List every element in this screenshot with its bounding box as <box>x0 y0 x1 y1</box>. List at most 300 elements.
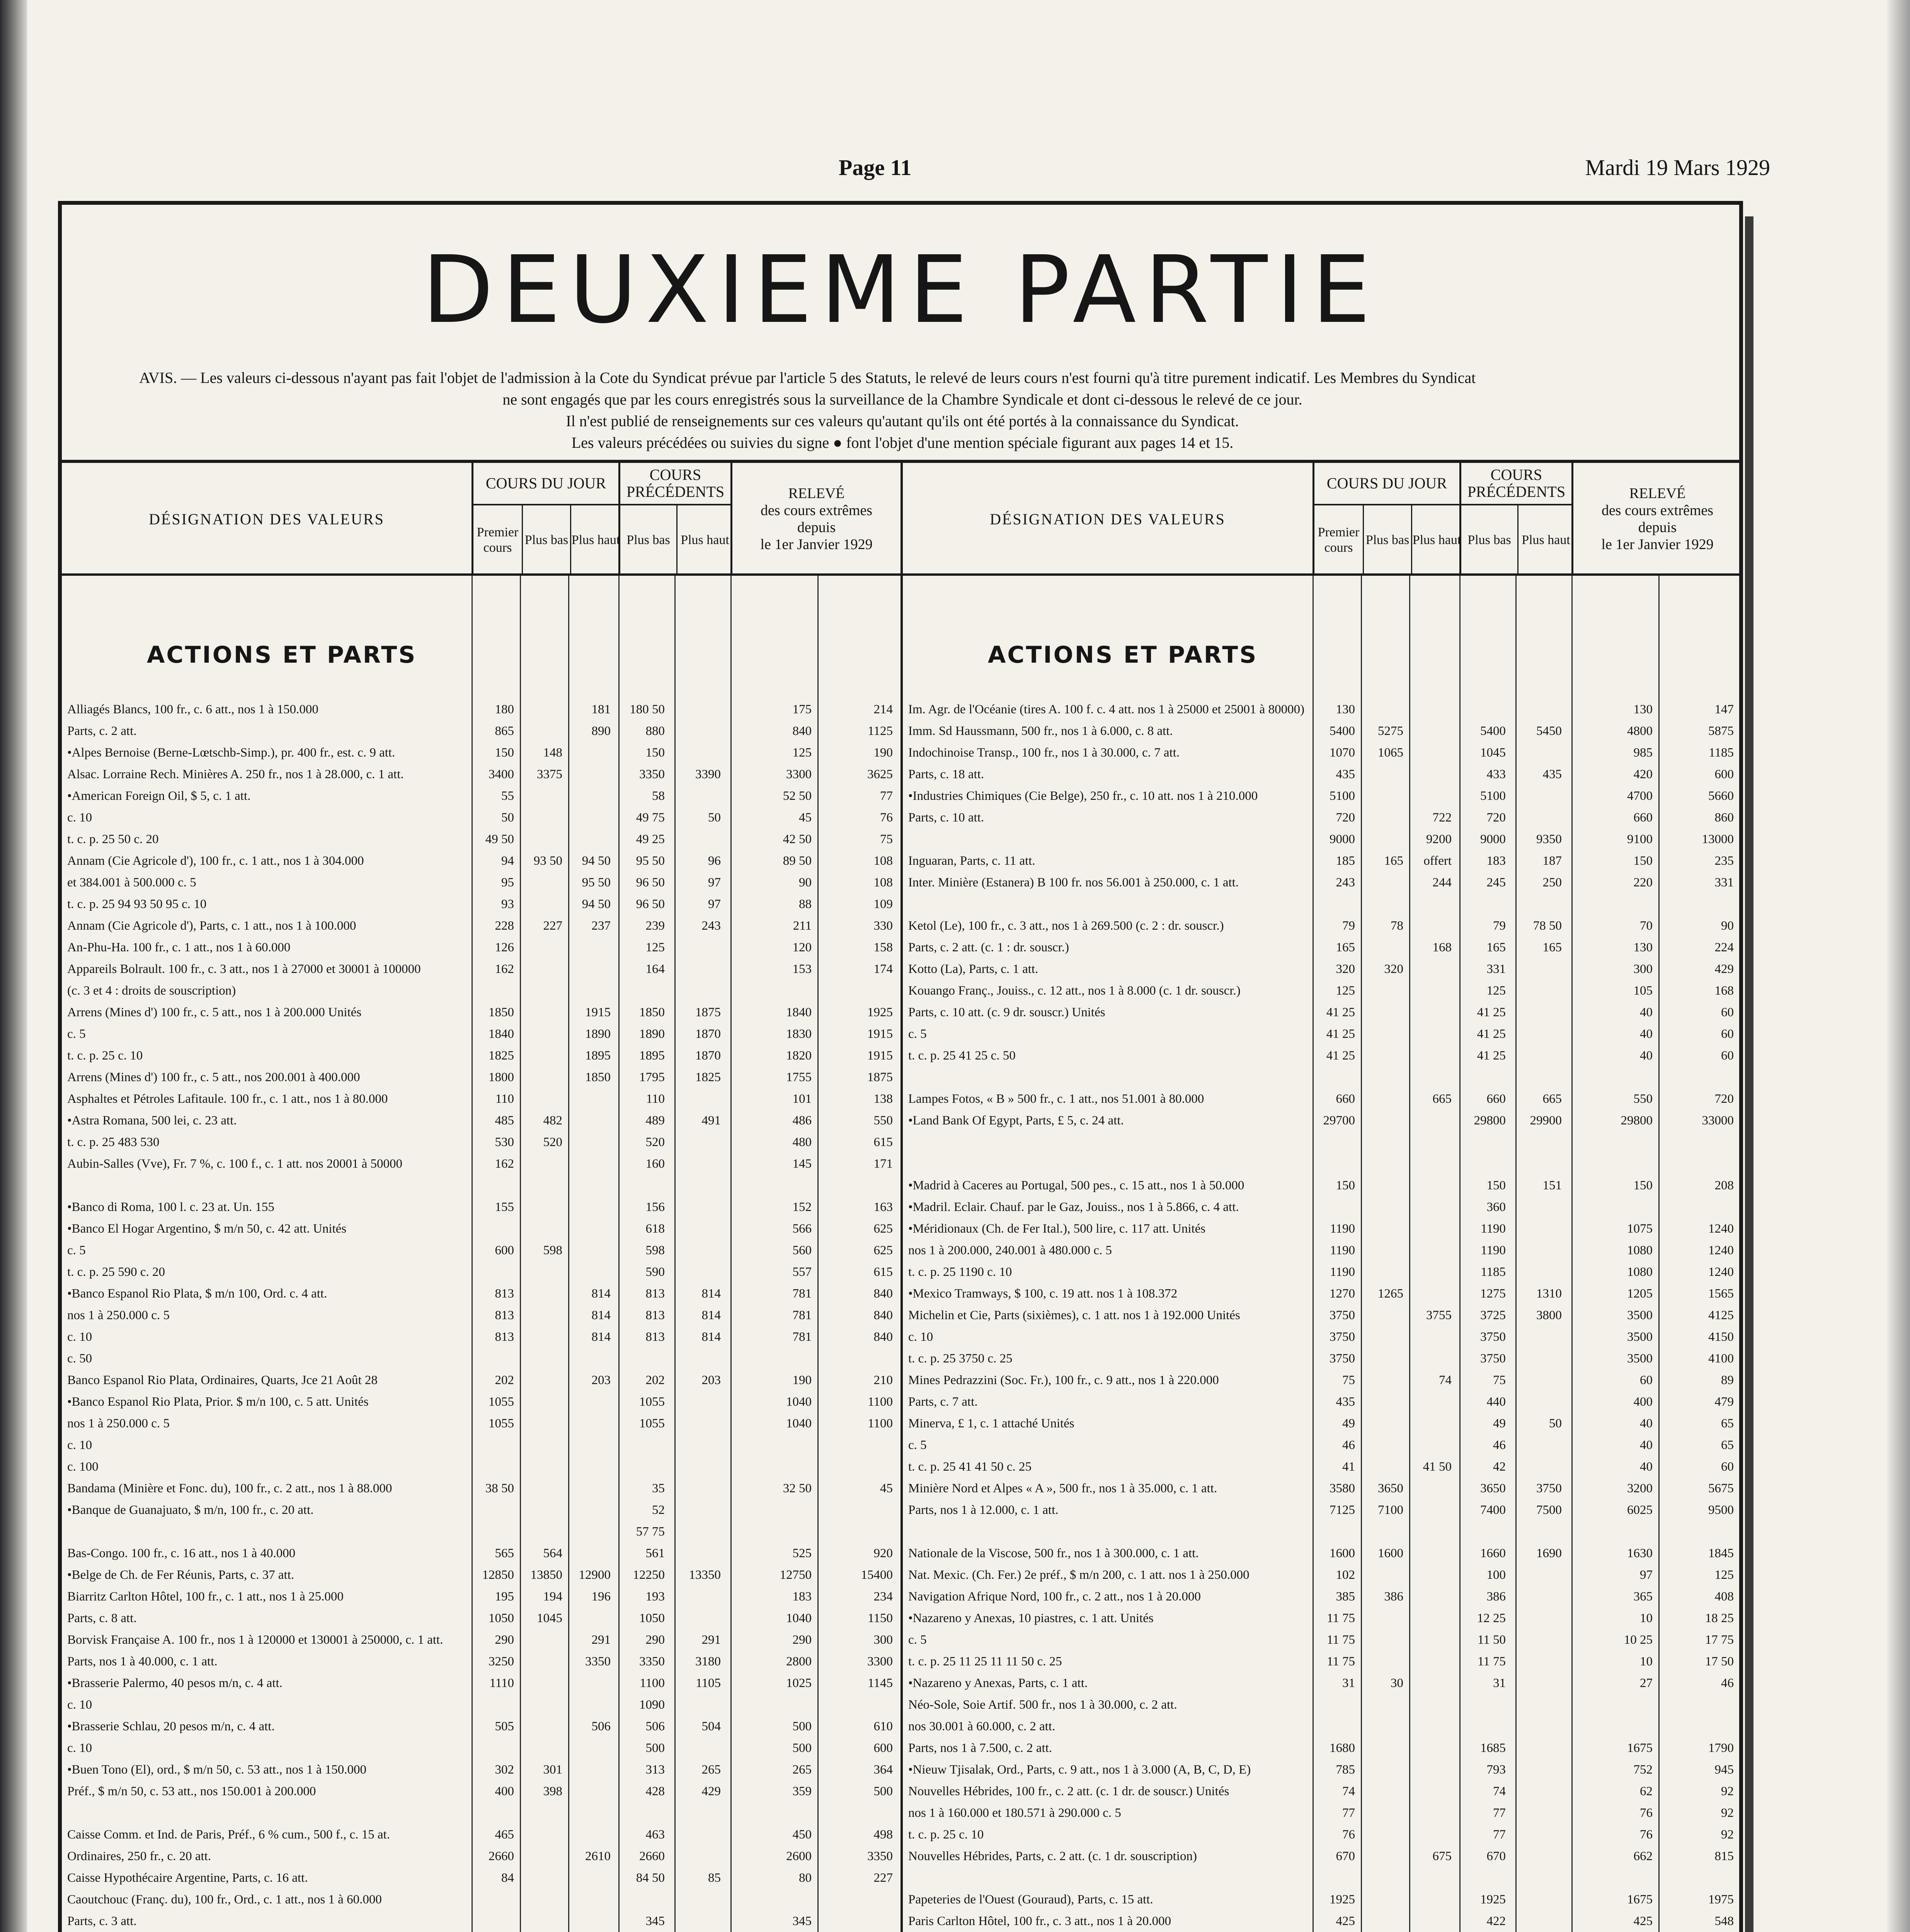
cell-prec-plus-haut: 97 <box>708 876 721 889</box>
cell-plus-haut: 95 50 <box>582 876 611 889</box>
security-name: nos 30.001 à 60.000, c. 2 att. <box>908 1719 1055 1733</box>
cell-premier-cours: 9000 <box>1330 832 1355 846</box>
cell-prec-plus-haut: 814 <box>701 1287 721 1301</box>
cell-releve-haut: 1845 <box>1708 1546 1734 1560</box>
cell-premier-cours: 435 <box>1336 1395 1355 1409</box>
cell-prec-plus-bas: 95 50 <box>636 854 665 868</box>
cell-prec-plus-haut: 250 <box>1542 876 1562 889</box>
cell-releve-bas: 1040 <box>786 1395 812 1409</box>
cell-releve-haut: 147 <box>1714 702 1734 716</box>
cell-prec-plus-haut: 814 <box>701 1330 721 1344</box>
cell-releve-haut: 3300 <box>867 1655 893 1668</box>
security-name: t. c. p. 25 1190 c. 10 <box>908 1265 1012 1279</box>
cell-prec-plus-haut: 29900 <box>1530 1114 1562 1128</box>
table-row <box>903 1587 1741 1608</box>
security-name: •Nieuw Tjisalak, Ord., Parts, c. 9 att., nos 1 à 3.000 (A, B, C, D, E) <box>908 1763 1251 1777</box>
cell-plus-bas: 598 <box>543 1243 562 1257</box>
table-row <box>903 1175 1741 1197</box>
table-row <box>62 1500 901 1522</box>
table-row <box>903 1435 1741 1457</box>
cell-prec-plus-bas: 3350 <box>639 1655 665 1668</box>
security-name: t. c. p. 25 c. 10 <box>67 1049 143 1063</box>
cell-releve-haut: 1150 <box>868 1611 893 1625</box>
cell-releve-bas: 10 25 <box>1624 1633 1653 1647</box>
table-row <box>62 1219 901 1240</box>
security-name: Paris Carlton Hôtel, 100 fr., c. 3 att., nos 1 à 20.000 <box>908 1914 1171 1928</box>
table-row <box>62 1760 901 1781</box>
cell-prec-plus-bas: 125 <box>645 940 665 954</box>
cell-prec-plus-bas: 440 <box>1486 1395 1506 1409</box>
cell-prec-plus-bas: 150 <box>1486 1179 1506 1192</box>
security-name: c. 5 <box>67 1027 86 1041</box>
notice-line-1: AVIS. — Les valeurs ci-dessous n'ayant pas fait l'objet de l'admission à la Cote du Syndicat prévue par l'article 5 des Statuts, le relevé de leurs cours n'est fourni qu'à titre purement indicatif. Les Membres du Syndicat <box>139 369 1476 386</box>
cell-releve-bas: 10 <box>1640 1655 1653 1668</box>
table-row <box>903 1695 1741 1716</box>
cell-premier-cours: 162 <box>495 1157 514 1171</box>
cell-prec-plus-bas: 96 50 <box>636 876 665 889</box>
security-name: Biarritz Carlton Hôtel, 100 fr., c. 1 att., nos 1 à 25.000 <box>67 1590 344 1604</box>
cell-releve-haut: 235 <box>1714 854 1734 868</box>
cell-releve-haut: 60 <box>1721 1005 1734 1019</box>
cell-premier-cours: 130 <box>1336 702 1355 716</box>
table-row <box>62 743 901 764</box>
cell-plus-bas: 482 <box>543 1114 562 1128</box>
cell-releve-haut: 17 75 <box>1705 1633 1734 1647</box>
cell-releve-haut: 920 <box>873 1546 893 1560</box>
cell-prec-plus-haut: 1105 <box>696 1676 721 1690</box>
table-row <box>903 721 1741 743</box>
cell-premier-cours: 125 <box>1336 984 1355 998</box>
cell-releve-bas: 450 <box>792 1828 812 1842</box>
cell-prec-plus-bas: 77 <box>1493 1806 1506 1820</box>
cell-releve-bas: 76 <box>1640 1806 1653 1820</box>
cell-plus-haut: 74 <box>1439 1373 1452 1387</box>
cell-prec-plus-haut: 1870 <box>695 1027 721 1041</box>
cell-releve-haut: 429 <box>1714 962 1734 976</box>
cell-prec-plus-bas: 813 <box>645 1308 665 1322</box>
table-row <box>903 1305 1741 1327</box>
cell-premier-cours: 3580 <box>1330 1481 1355 1495</box>
security-name: •Land Bank Of Egypt, Parts, £ 5, c. 24 att. <box>908 1114 1124 1128</box>
cell-premier-cours: 3750 <box>1330 1352 1355 1366</box>
cell-prec-plus-bas: 1100 <box>640 1676 665 1690</box>
cell-prec-plus-bas: 77 <box>1493 1828 1506 1842</box>
security-name: Parts, c. 7 att. <box>908 1395 978 1409</box>
table-row <box>62 1478 901 1500</box>
cell-releve-haut: 4125 <box>1708 1308 1734 1322</box>
cell-prec-plus-bas: 3650 <box>1480 1481 1506 1495</box>
table-row <box>62 916 901 937</box>
security-name: Caisse Comm. et Ind. de Paris, Préf., 6 % cum., 500 f., c. 15 at. <box>67 1828 390 1842</box>
security-name: •Madril. Eclair. Chauf. par le Gaz, Jouiss., nos 1 à 5.866, c. 4 att. <box>908 1200 1239 1214</box>
cell-releve-haut: 171 <box>873 1157 893 1171</box>
cell-prec-plus-haut: 50 <box>708 811 721 825</box>
cell-prec-plus-bas: 1895 <box>639 1049 665 1063</box>
cell-premier-cours: 7125 <box>1330 1503 1355 1517</box>
table-row <box>62 1349 901 1370</box>
table-row <box>62 1911 901 1932</box>
cell-releve-haut: 1925 <box>867 1005 893 1019</box>
table-row <box>903 1846 1741 1868</box>
table-row <box>903 1457 1741 1478</box>
cell-premier-cours: 385 <box>1336 1590 1355 1604</box>
table-row <box>903 1608 1741 1630</box>
cell-prec-plus-bas: 7400 <box>1480 1503 1506 1517</box>
cell-premier-cours: 12850 <box>482 1568 514 1582</box>
cell-prec-plus-bas: 1185 <box>1481 1265 1506 1279</box>
cell-prec-plus-haut: 9350 <box>1536 832 1562 846</box>
table-row <box>62 894 901 916</box>
cell-premier-cours: 41 25 <box>1326 1005 1355 1019</box>
cell-prec-plus-bas: 3750 <box>1480 1352 1506 1366</box>
cell-premier-cours: 320 <box>1336 962 1355 976</box>
cell-releve-haut: 1185 <box>1709 746 1734 760</box>
cell-releve-haut: 15400 <box>861 1568 893 1582</box>
cell-prec-plus-bas: 150 <box>645 746 665 760</box>
cell-releve-haut: 210 <box>873 1373 893 1387</box>
table-row <box>62 1089 901 1111</box>
table-row <box>903 808 1741 829</box>
security-name: Nat. Mexic. (Ch. Fer.) 2e préf., $ m/n 200, c. 1 att. nos 1 à 250.000 <box>908 1568 1250 1582</box>
cell-premier-cours: 660 <box>1336 1092 1355 1106</box>
cell-releve-bas: 175 <box>792 702 812 716</box>
security-name: Banco Espanol Rio Plata, Ordinaires, Quarts, Jce 21 Août 28 <box>67 1373 378 1387</box>
table-row <box>62 1046 901 1067</box>
cell-plus-bas: 1065 <box>1378 746 1403 760</box>
header-releve-l3: depuis <box>797 519 836 536</box>
header-releve-l4: le 1er Janvier 1929 <box>1601 536 1714 553</box>
cell-premier-cours: 1600 <box>1330 1546 1355 1560</box>
security-name: nos 1 à 200.000, 240.001 à 480.000 c. 5 <box>908 1243 1112 1257</box>
cell-prec-plus-haut: 3750 <box>1536 1481 1562 1495</box>
cell-releve-bas: 152 <box>792 1200 812 1214</box>
cell-releve-bas: 90 <box>799 876 812 889</box>
cell-plus-haut: 1890 <box>585 1027 611 1041</box>
security-name: Préf., $ m/n 50, c. 53 att., nos 150.001 à 200.000 <box>67 1784 316 1798</box>
table-row <box>903 1154 1741 1175</box>
cell-releve-bas: 29800 <box>1621 1114 1653 1128</box>
security-name: c. 5 <box>908 1633 927 1647</box>
security-name: c. 10 <box>67 1741 92 1755</box>
table-row <box>62 699 901 721</box>
table-row <box>903 872 1741 894</box>
cell-prec-plus-haut: 291 <box>701 1633 721 1647</box>
cell-releve-haut: 227 <box>873 1871 893 1885</box>
cell-plus-haut: 244 <box>1432 876 1452 889</box>
cell-plus-bas: 386 <box>1384 1590 1403 1604</box>
cell-premier-cours: 180 <box>495 702 514 716</box>
table-header <box>903 460 1741 576</box>
cell-premier-cours: 425 <box>1336 1914 1355 1928</box>
security-name: t. c. p. 25 590 c. 20 <box>67 1265 165 1279</box>
cell-prec-plus-bas: 1055 <box>639 1417 665 1430</box>
cell-releve-haut: 214 <box>873 702 893 716</box>
cell-premier-cours: 565 <box>495 1546 514 1560</box>
cell-plus-haut: 41 50 <box>1423 1460 1452 1474</box>
cell-prec-plus-bas: 670 <box>1486 1849 1506 1863</box>
cell-premier-cours: 1825 <box>489 1049 514 1063</box>
cell-prec-plus-bas: 74 <box>1493 1784 1506 1798</box>
cell-releve-bas: 97 <box>1640 1568 1653 1582</box>
security-name: •Banco El Hogar Argentino, $ m/n 50, c. 42 att. Unités <box>67 1222 347 1236</box>
cell-prec-plus-haut: 203 <box>701 1373 721 1387</box>
security-name: Parts, c. 2 att. <box>67 724 137 738</box>
security-name: t. c. p. 25 3750 c. 25 <box>908 1352 1013 1366</box>
cell-premier-cours: 31 <box>1342 1676 1355 1690</box>
header-releve-title <box>1573 463 1741 575</box>
table-row <box>903 1240 1741 1262</box>
cell-prec-plus-bas: 1850 <box>639 1005 665 1019</box>
section-heading: ACTIONS ET PARTS <box>988 641 1258 668</box>
cell-releve-haut: 174 <box>873 962 893 976</box>
cell-releve-bas: 60 <box>1640 1373 1653 1387</box>
cell-prec-plus-haut: 5450 <box>1536 724 1562 738</box>
cell-prec-plus-haut: 13350 <box>689 1568 721 1582</box>
cell-plus-haut: 814 <box>591 1308 611 1322</box>
cell-premier-cours: 94 <box>501 854 514 868</box>
cell-releve-bas: 10 <box>1640 1611 1653 1625</box>
cell-plus-haut: 890 <box>591 724 611 738</box>
cell-releve-haut: 1565 <box>1708 1287 1734 1301</box>
cell-prec-plus-bas: 110 <box>646 1092 665 1106</box>
cell-prec-plus-bas: 58 <box>652 789 665 803</box>
cell-plus-bas: 165 <box>1384 854 1403 868</box>
cell-releve-bas: 125 <box>792 746 812 760</box>
security-name: •Brasserie Palermo, 40 pesos m/n, c. 4 att. <box>67 1676 283 1690</box>
cell-plus-bas: 78 <box>1391 919 1403 933</box>
security-name: An-Phu-Ha. 100 fr., c. 1 att., nos 1 à 60.000 <box>67 940 291 954</box>
cell-releve-bas: 62 <box>1640 1784 1653 1798</box>
cell-releve-haut: 125 <box>1714 1568 1734 1582</box>
cell-releve-haut: 4100 <box>1708 1352 1734 1366</box>
header-designation: DÉSIGNATION DES VALEURS <box>149 510 385 528</box>
cell-prec-plus-bas: 35 <box>652 1481 665 1495</box>
cell-releve-haut: 1915 <box>867 1027 893 1041</box>
table-row <box>62 1738 901 1760</box>
table-row <box>62 1889 901 1911</box>
header-premier-cours: Premier cours <box>477 525 519 555</box>
header-releve-l2: des cours extrêmes <box>760 502 873 519</box>
cell-premier-cours: 75 <box>1342 1373 1355 1387</box>
header-releve <box>730 463 901 575</box>
cell-releve-bas: 486 <box>792 1114 812 1128</box>
table-row <box>903 1543 1741 1565</box>
cell-prec-plus-bas: 1090 <box>639 1698 665 1712</box>
cell-releve-bas: 560 <box>792 1243 812 1257</box>
cell-releve-haut: 18 25 <box>1705 1611 1734 1625</box>
cell-prec-plus-bas: 1050 <box>639 1611 665 1625</box>
cell-releve-haut: 5875 <box>1708 724 1734 738</box>
security-name: Borvisk Française A. 100 fr., nos 1 à 120000 et 130001 à 250000, c. 1 att. <box>67 1633 443 1647</box>
cell-releve-bas: 1080 <box>1627 1243 1653 1257</box>
cell-releve-bas: 365 <box>1633 1590 1653 1604</box>
cell-releve-haut: 168 <box>1714 984 1734 998</box>
cell-premier-cours: 76 <box>1342 1828 1355 1842</box>
cell-premier-cours: 162 <box>495 962 514 976</box>
cell-prec-plus-bas: 100 <box>1486 1568 1506 1582</box>
table-row <box>62 1543 901 1565</box>
cell-prec-plus-bas: 49 75 <box>636 811 665 825</box>
cell-releve-bas: 1830 <box>786 1027 812 1041</box>
security-name: Indochinoise Transp., 100 fr., nos 1 à 30.000, c. 7 att. <box>908 746 1180 760</box>
cell-releve-haut: 364 <box>873 1763 893 1777</box>
table-row <box>903 1760 1741 1781</box>
scan-edge-right <box>1887 0 1910 1932</box>
cell-plus-bas: 3650 <box>1378 1481 1403 1495</box>
security-name: •Banco Espanol Rio Plata, Prior. $ m/n 100, c. 5 att. Unités <box>67 1395 369 1409</box>
cell-premier-cours: 150 <box>1336 1179 1355 1192</box>
header-plus-bas: Plus bas <box>1363 505 1411 575</box>
cell-prec-plus-bas: 41 25 <box>1477 1027 1506 1041</box>
cell-releve-bas: 660 <box>1633 811 1653 825</box>
cell-releve-bas: 480 <box>792 1135 812 1149</box>
cell-releve-haut: 860 <box>1714 811 1734 825</box>
cell-releve-bas: 130 <box>1633 940 1653 954</box>
security-name: Parts, c. 2 att. (c. 1 : dr. souscr.) <box>908 940 1069 954</box>
cell-releve-haut: 60 <box>1721 1460 1734 1474</box>
issue-date: Mardi 19 Mars 1929 <box>1585 155 1770 180</box>
cell-plus-haut: 506 <box>591 1719 611 1733</box>
cell-premier-cours: 41 25 <box>1326 1027 1355 1041</box>
cell-releve-haut: 60 <box>1721 1049 1734 1063</box>
security-name: Annam (Cie Agricole d'), Parts, c. 1 att., nos 1 à 100.000 <box>67 919 356 933</box>
security-name: c. 5 <box>908 1438 927 1452</box>
cell-prec-plus-haut: 165 <box>1542 940 1562 954</box>
cell-releve-bas: 220 <box>1633 876 1653 889</box>
table-row <box>62 959 901 981</box>
cell-releve-bas: 40 <box>1640 1417 1653 1430</box>
cell-releve-bas: 153 <box>792 962 812 976</box>
cell-releve-haut: 75 <box>880 832 893 846</box>
cell-releve-haut: 92 <box>1721 1806 1734 1820</box>
table-row <box>62 1651 901 1673</box>
cell-releve-haut: 234 <box>873 1590 893 1604</box>
table-row <box>903 1651 1741 1673</box>
cell-releve-haut: 815 <box>1714 1849 1734 1863</box>
security-name: •Buen Tono (El), ord., $ m/n 50, c. 53 att., nos 1 à 150.000 <box>67 1763 366 1777</box>
security-name: Parts, c. 18 att. <box>908 767 984 781</box>
cell-prec-plus-haut: 3180 <box>695 1655 721 1668</box>
security-name: Ketol (Le), 100 fr., c. 3 att., nos 1 à 269.500 (c. 2 : dr. souscr.) <box>908 919 1224 933</box>
cell-premier-cours: 150 <box>495 746 514 760</box>
cell-prec-plus-bas: 428 <box>645 1784 665 1798</box>
cell-releve-haut: 92 <box>1721 1828 1734 1842</box>
cell-releve-haut: 1240 <box>1708 1265 1734 1279</box>
security-name: •Alpes Bernoise (Berne-Lœtschb-Simp.), pr. 400 fr., est. c. 9 att. <box>67 746 395 760</box>
cell-premier-cours: 865 <box>495 724 514 738</box>
cell-releve-haut: 4150 <box>1708 1330 1734 1344</box>
cell-premier-cours: 1190 <box>1330 1243 1355 1257</box>
cell-plus-haut: 12900 <box>579 1568 611 1582</box>
table-row <box>903 1219 1741 1240</box>
cell-releve-bas: 1025 <box>786 1676 812 1690</box>
header-cours-precedents <box>1459 463 1571 575</box>
cell-prec-plus-bas: 3750 <box>1480 1330 1506 1344</box>
cell-releve-bas: 150 <box>1633 854 1653 868</box>
cell-prec-plus-bas: 813 <box>645 1287 665 1301</box>
cell-prec-plus-bas: 360 <box>1486 1200 1506 1214</box>
cell-premier-cours: 302 <box>495 1763 514 1777</box>
cell-premier-cours: 243 <box>1336 876 1355 889</box>
cell-releve-haut: 720 <box>1714 1092 1734 1106</box>
header-cours-precedents-title: COURS PRÉCÉDENTS <box>1461 463 1571 505</box>
table-row <box>903 981 1741 1002</box>
cell-prec-plus-haut: 187 <box>1542 854 1562 868</box>
table-row <box>62 1630 901 1651</box>
cell-plus-haut: 196 <box>591 1590 611 1604</box>
security-name: t. c. p. 25 41 41 50 c. 25 <box>908 1460 1032 1474</box>
cell-prec-plus-haut: 85 <box>708 1871 721 1885</box>
table-row <box>903 1262 1741 1284</box>
security-name: Nouvelles Hébrides, 100 fr., c. 2 att. (c. 1 dr. de souscr.) Unités <box>908 1784 1229 1798</box>
cell-premier-cours: 1070 <box>1330 746 1355 760</box>
cell-plus-bas: 13850 <box>530 1568 562 1582</box>
cell-releve-bas: 550 <box>1633 1092 1653 1106</box>
cell-premier-cours: 11 75 <box>1326 1611 1355 1625</box>
cell-plus-bas: 301 <box>543 1763 562 1777</box>
security-name: c. 5 <box>67 1243 86 1257</box>
cell-prec-plus-bas: 618 <box>645 1222 665 1236</box>
table-row <box>62 1587 901 1608</box>
cell-releve-haut: 1915 <box>867 1049 893 1063</box>
cell-prec-plus-bas: 1055 <box>639 1395 665 1409</box>
security-name: t. c. p. 25 41 25 c. 50 <box>908 1049 1016 1063</box>
cell-premier-cours: 1055 <box>489 1395 514 1409</box>
cell-releve-haut: 625 <box>873 1243 893 1257</box>
cell-prec-plus-bas: 590 <box>645 1265 665 1279</box>
cell-premier-cours: 1800 <box>489 1070 514 1084</box>
cell-releve-haut: 138 <box>873 1092 893 1106</box>
cell-releve-haut: 840 <box>873 1287 893 1301</box>
cell-prec-plus-bas: 463 <box>645 1828 665 1842</box>
security-name: Minière Nord et Alpes « A », 500 fr., nos 1 à 35.000, c. 1 att. <box>908 1481 1217 1495</box>
cell-premier-cours: 5400 <box>1330 724 1355 738</box>
security-name: Asphaltes et Pétroles Lafitaule. 100 fr., c. 1 att., nos 1 à 80.000 <box>67 1092 388 1106</box>
cell-releve-bas: 557 <box>792 1265 812 1279</box>
cell-prec-plus-bas: 331 <box>1486 962 1506 976</box>
security-name: t. c. p. 25 50 c. 20 <box>67 832 159 846</box>
cell-prec-plus-bas: 49 <box>1493 1417 1506 1430</box>
cell-releve-bas: 1840 <box>786 1005 812 1019</box>
security-name: c. 5 <box>908 1027 927 1041</box>
table-row <box>903 1067 1741 1089</box>
running-head <box>58 155 1770 189</box>
cell-prec-plus-bas: 660 <box>1486 1092 1506 1106</box>
table-row <box>62 1413 901 1435</box>
cell-prec-plus-bas: 2660 <box>639 1849 665 1863</box>
cell-plus-haut: 3350 <box>585 1655 611 1668</box>
cell-plus-haut: 1895 <box>585 1049 611 1063</box>
cell-premier-cours: 1680 <box>1330 1741 1355 1755</box>
cell-premier-cours: 1925 <box>1330 1893 1355 1906</box>
table-row <box>903 829 1741 851</box>
cell-plus-bas: 564 <box>543 1546 562 1560</box>
security-name: Im. Agr. de l'Océanie (tires A. 100 f. c. 4 att. nos 1 à 25000 et 25001 à 80000) <box>908 702 1305 716</box>
security-name: t. c. p. 25 11 25 11 11 50 c. 25 <box>908 1655 1062 1668</box>
cell-premier-cours: 1850 <box>489 1005 514 1019</box>
table-row <box>903 1500 1741 1522</box>
cell-plus-bas: 520 <box>543 1135 562 1149</box>
cell-releve-bas: 781 <box>792 1308 812 1322</box>
cell-releve-haut: 108 <box>873 854 893 868</box>
cell-premier-cours: 1190 <box>1330 1265 1355 1279</box>
cell-releve-bas: 420 <box>1633 767 1653 781</box>
table-row <box>903 1716 1741 1738</box>
security-name: Alliagés Blancs, 100 fr., c. 6 att., nos 1 à 150.000 <box>67 702 318 716</box>
cell-plus-haut: 814 <box>591 1287 611 1301</box>
header-releve-title <box>732 463 901 575</box>
cell-releve-haut: 1240 <box>1708 1222 1734 1236</box>
